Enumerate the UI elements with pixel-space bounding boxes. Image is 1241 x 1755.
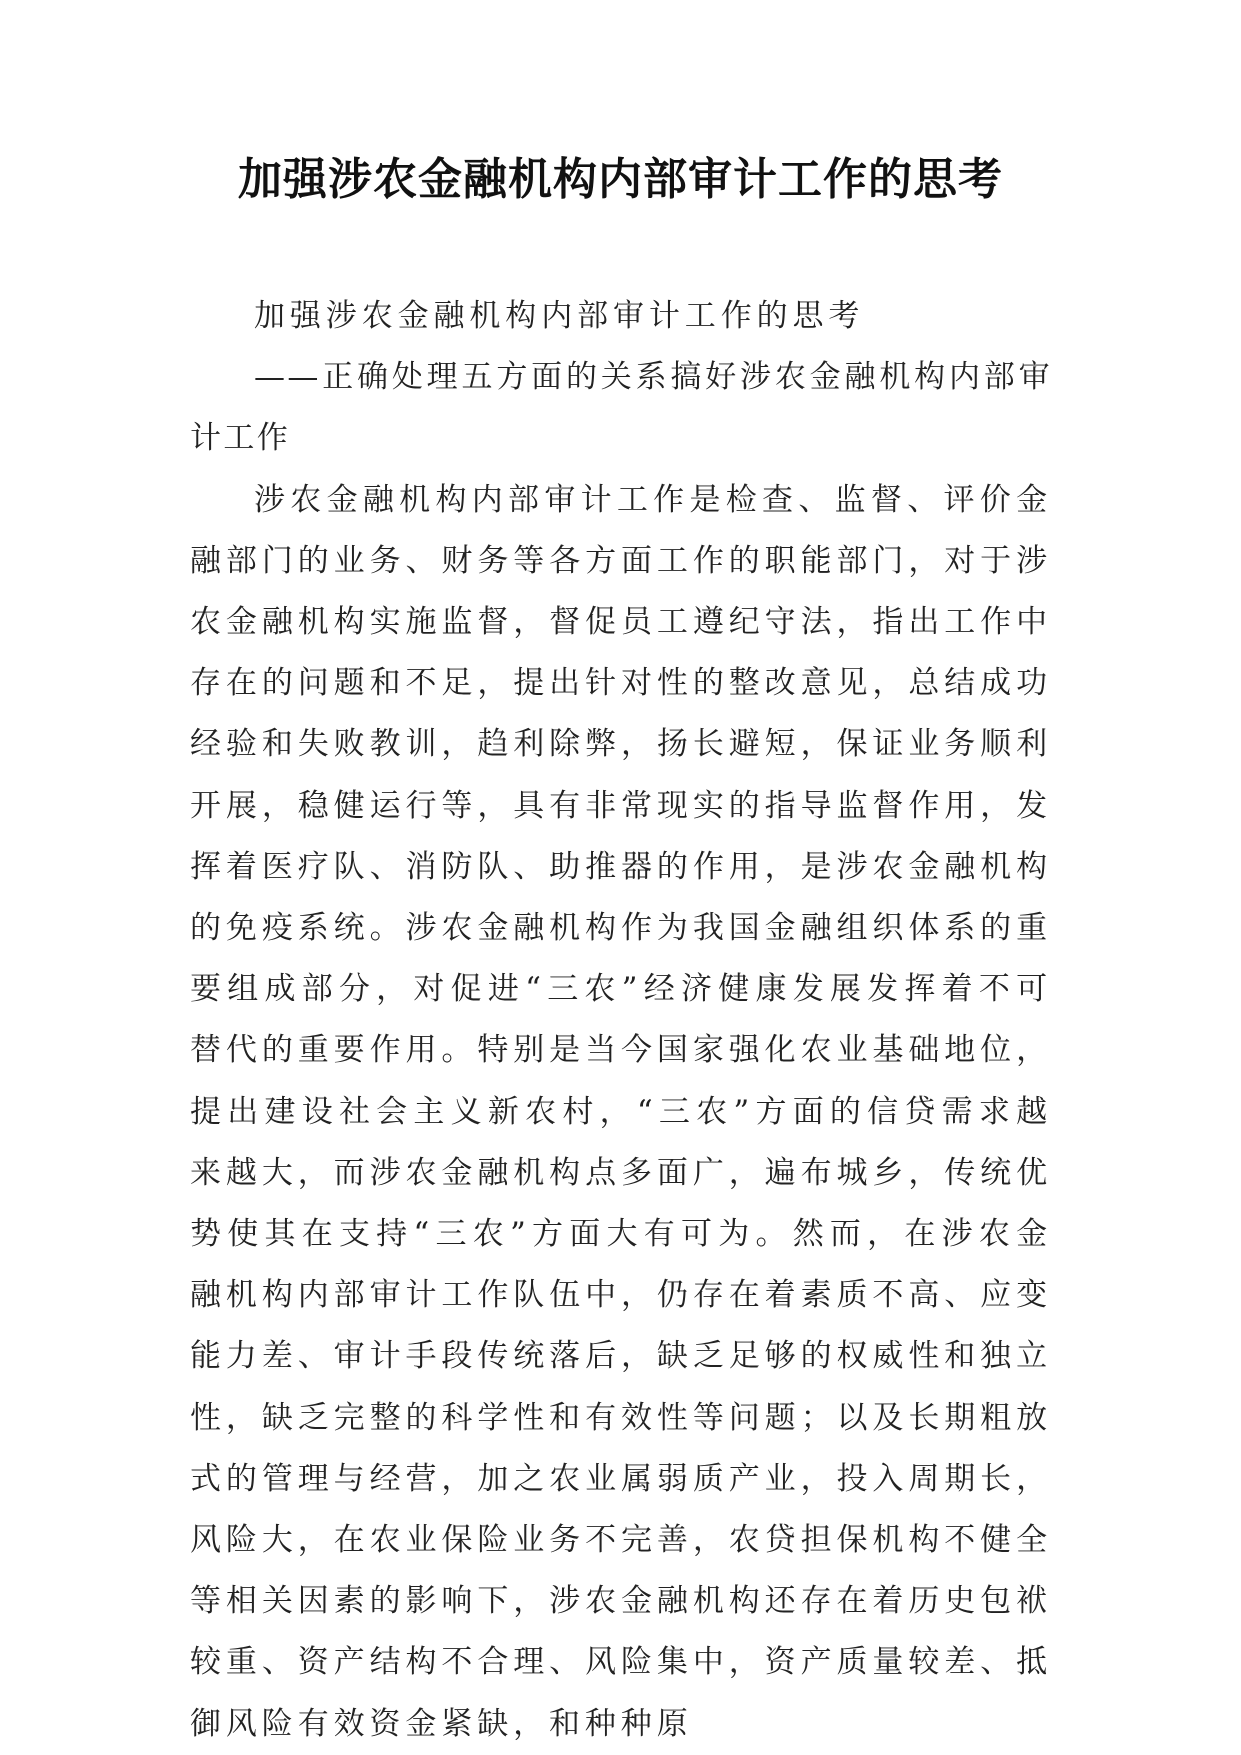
- document-body: [190, 286, 1052, 1755]
- paragraph-subtitle: ——正确处理五方面的关系搞好涉农金融机构内部审计工作: [190, 359, 1052, 457]
- paragraph-main: 涉农金融机构内部审计工作是检查、监督、评价金融部门的业务、财务等各方面工作的职能部门，对于涉农金融机构实施监督，督促员工遵纪守法，指出工作中存在的问题和不足，提出针对性的整改意见，总结成功经验和失败教训，趋利除弊，扬长避短，保证业务顺利开展，稳健运行等，具有非常现实的指导监督作用，发挥着医疗队、消防队、助推器的作用，是涉农金融机构的免疫系统。涉农金融机构作为我国金融组织体系的重要组成部分，对促进“三农”经济健康发展发挥着不可替代的重要作用。特别是当今国家强化农业基础地位，提出建设社会主义新农村，“三农”方面的信贷需求越来越大，而涉农金融机构点多面广，遍布城乡，传统优势使其在支持“三农”方面大有可为。然而，在涉农金融机构内部审计工作队伍中，仍存在着素质不高、应变能力差、审计手段传统落后，缺乏足够的权威性和独立性，缺乏完整的科学性和有效性等问题；以及长期粗放式的管理与经营，加之农业属弱质产业，投入周期长，风险大，在农业保险业务不完善，农贷担保机构不健全等相关因素的影响下，涉农金融机构还存在着历史包袱较重、资产结构不合理、风险集中，资产质量较差、抵御风险有效资金紧缺，和种种原: [190, 481, 1052, 1742]
- document-title: 加强涉农金融机构内部审计工作的思考: [238, 154, 1003, 205]
- paragraph-heading: 加强涉农金融机构内部审计工作的思考: [254, 298, 865, 334]
